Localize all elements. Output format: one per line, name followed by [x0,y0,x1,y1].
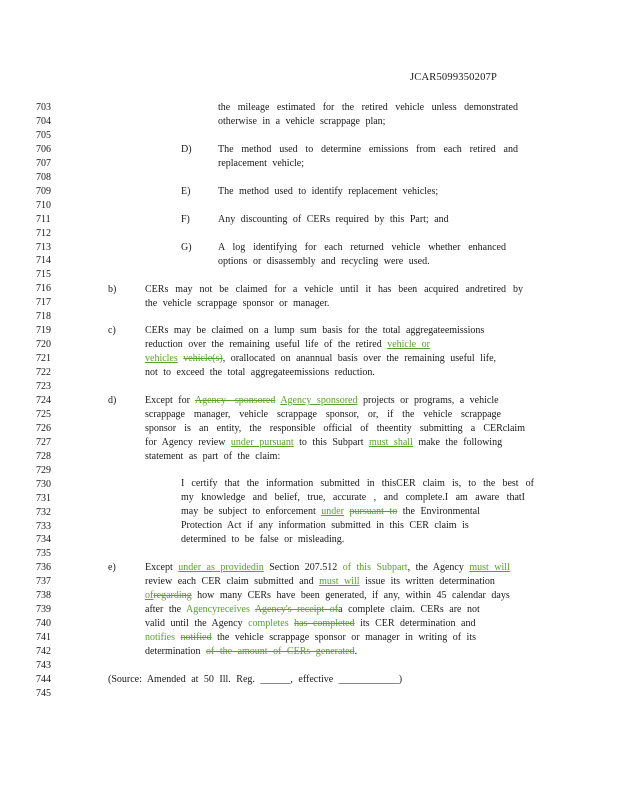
line-number: 713 [36,241,51,253]
deletion-pursuant-to: pursuant to [349,506,398,517]
deletion-agency-sponsored: Agency -sponsored [194,395,276,406]
text-741-rest: the vehicle scrappage sponsor or manager in writing of its [217,632,476,643]
line-number: 744 [36,673,51,685]
line-number: 723 [36,381,51,392]
item-label-d: D) [181,144,192,155]
text-727-mid: to this Subpart [299,437,364,448]
line-number: 706 [36,143,51,155]
section-label-e: e) [108,562,116,573]
text-line-706: The method used to determine emissions from each retired and [218,144,518,155]
line-number: 737 [36,576,51,588]
text-line-717: the vehicle scrappage sponsor or manager. [145,298,330,309]
line-number: 720 [36,339,51,351]
text-line-728: statement as part of the claim: [145,451,281,462]
line-number: 741 [36,632,51,644]
text-740-a: valid until the Agency [145,618,243,629]
insertion-under-pursuant: under pursuant [230,437,294,448]
item-label-e: E) [181,186,191,197]
text-line-725: scrappage manager, vehicle scrappage sponsor, or, if the vehicle scrappage [145,409,501,420]
text-line-721 [145,352,496,366]
text-line-731: my knowledge and belief, true, accurate , and complete.I am aware thatI [181,492,525,503]
line-number: 704 [36,115,51,127]
line-number: 724 [36,394,51,406]
deletion-agencys-receipt-of: Agency's receipt of [254,604,339,615]
source-note: (Source: Amended at 50 Ill. Reg. ______, effective ____________) [108,674,403,685]
text-732-plain: may be subject to enforcement [181,506,316,517]
text-line-739 [145,603,480,617]
text-732-rest: the Environmental [402,506,480,517]
text-line-737 [145,575,495,589]
line-number: 718 [36,311,51,323]
text-line-734: determined to be false or misleading. [181,534,345,545]
line-number: 729 [36,464,51,476]
line-number: 730 [36,478,51,490]
line-number: 738 [36,590,51,602]
insertion-of-this-subpart: of this Subpart [342,562,408,573]
text-line-720 [145,338,430,352]
text-line-719: CERs may be claimed on a lump sum basis for the total aggregateemissions [145,325,485,336]
text-line-736 [145,561,510,575]
text-742-period: . [354,646,358,657]
line-number: 734 [36,534,51,546]
text-line-742 [145,645,357,659]
line-number: 740 [36,618,51,630]
line-number: 731 [36,492,51,504]
text-line-703: the mileage estimated for the retired vehicle unless demonstrated [218,102,518,113]
line-number: 733 [36,520,51,532]
deletion-amount-of-cers: of the amount of CERs generated [206,646,355,657]
line-number: 707 [36,157,51,169]
insertion-agency-receives: Agencyreceives [186,604,250,615]
insertion-vehicle-or: vehicle or [387,339,430,350]
insertion-of: of [145,590,154,601]
text-720-plain: reduction over the remaining useful life of the retired [145,339,382,350]
insertion-agency-sponsored: Agency sponsored [280,395,358,406]
item-label-f: F) [181,214,190,225]
line-number: 715 [36,269,51,281]
text-721-rest: , orallocated on anannual basis over the remaining useful life, [222,353,497,364]
text-line-733 [181,519,469,533]
text-line-738 [145,589,510,603]
line-number: 709 [36,185,51,197]
text-739-a: after the [145,604,182,615]
line-number: 703 [36,102,51,113]
section-label-d: d) [108,395,117,406]
insertion-must-will-2: must will [319,576,360,587]
text-line-714: options or disassembly and recycling were used. [218,256,430,267]
line-number: 745 [36,687,51,699]
line-number: 708 [36,171,51,183]
text-736-section: Section 207.512 [269,562,338,573]
text-line-707: replacement vehicle; [218,158,305,169]
text-733-a: Protection Act if any information [181,520,326,531]
deletion-regarding: regarding [153,590,192,601]
text-line-709: The method used to identify replacement vehicles; [218,186,439,197]
text-line-716: CERs may not be claimed for a vehicle until it has been acquired andretired by [145,284,523,295]
line-number: 710 [36,199,51,211]
text-line-713: A log identifying for each returned vehicle whether enhanced [218,242,506,253]
text-738-rest: how many CERs have been generated, if any, within 45 calendar days [197,590,510,601]
line-number: 725 [36,408,51,420]
text-736-a: Except [145,562,173,573]
text-line-740 [145,617,476,631]
insertion-must-shall: must shall [368,437,413,448]
text-727-rest: make the following [418,437,503,448]
insertion-vehicles: vehicles [145,353,178,364]
line-number: 721 [36,353,51,365]
insertion-must-will: must will [469,562,510,573]
line-number: 735 [36,548,51,560]
text-727-plain: for Agency review [145,437,226,448]
line-number: 732 [36,506,51,518]
item-label-g: G) [181,242,192,253]
deletion-has-completed: has completed [294,618,355,629]
text-line-726: sponsor is an entity, the responsible official of theentity submitting a CERclaim [145,423,525,434]
insertion-completes: completes [248,618,289,629]
line-number: 726 [36,422,51,434]
deletion-vehicle-s: vehicle(s) [183,353,223,364]
section-label-c: c) [108,325,116,336]
text-line-711: Any discounting of CERs required by this Part; and [218,214,449,225]
insertion-notifies: notifies [145,632,175,643]
line-number: 728 [36,450,51,462]
text-line-730: I certify that the information submitted in thisCER claim is, to the best of [181,478,534,489]
line-number: 727 [36,436,51,448]
line-number: 717 [36,297,51,309]
text-740-rest: its CER determination and [360,618,476,629]
line-number: 716 [36,283,51,295]
line-number: 742 [36,646,51,658]
text-739-rest: a complete claim. CERs are not [338,604,480,615]
text-742-a: determination [145,646,201,657]
line-number: 705 [36,129,51,141]
section-label-b: b) [108,284,117,295]
text-line-704: otherwise in a vehicle scrappage plan; [218,116,386,127]
text-line-722: not to exceed the total aggregateemissions reduction. [145,367,375,378]
text-736-agency: , the Agency [407,562,464,573]
line-number: 719 [36,325,51,337]
document-id: JCAR5099350207P [410,72,498,83]
deletion-notified: notified [180,632,212,643]
insertion-under-as-provided-in: under as providedin [178,562,264,573]
text-line-741 [145,631,476,645]
line-number: 722 [36,367,51,379]
text-line-727 [145,436,502,450]
line-number: 711 [36,213,51,225]
line-number: 714 [36,255,51,267]
text-733-b: submitted in this CER claim is [331,520,469,531]
line-number: 712 [36,227,51,239]
text-line-732 [181,505,480,519]
text-737-rest: issue its written determination [365,576,495,587]
text-724-rest: projects or programs, a vehicle [362,395,499,406]
line-number: 739 [36,604,51,616]
text-724-plain: Except for [145,395,190,406]
text-737-a: review each CER claim submitted and [145,576,314,587]
insertion-under: under [321,506,345,517]
text-line-724 [145,394,499,408]
line-number: 743 [36,660,51,671]
line-number: 736 [36,562,51,574]
